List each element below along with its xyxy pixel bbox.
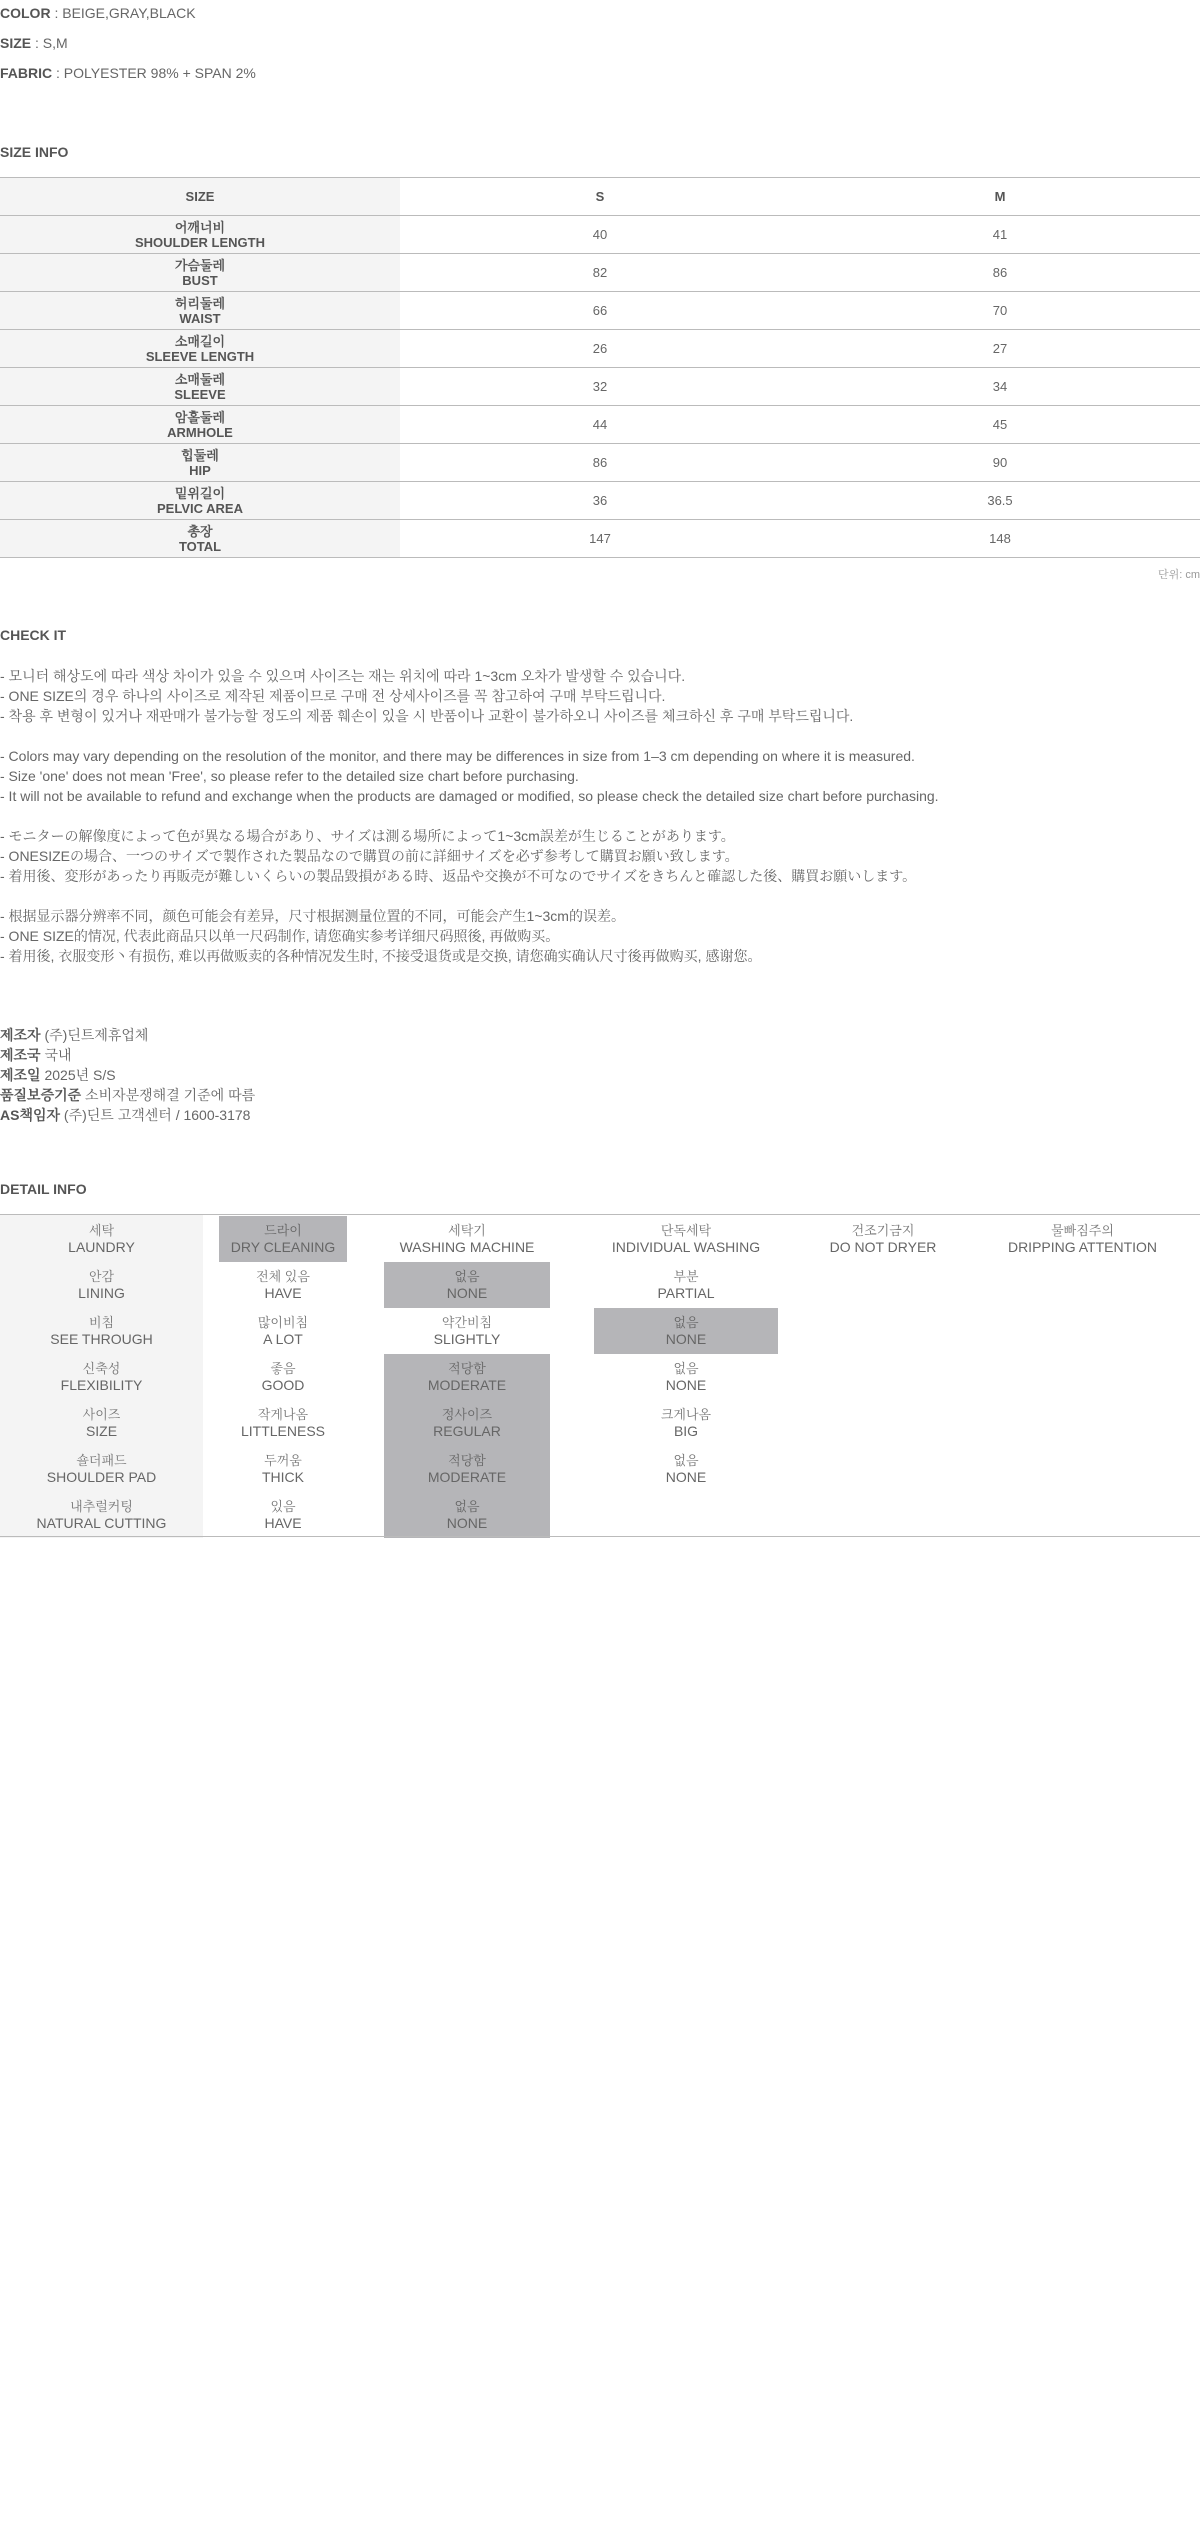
note-line: - It will not be available to refund and exchange when the products are damaged or modified, so please check the detailed size chart before purchasing. — [0, 788, 939, 804]
size-row-label-en: SLEEVE LENGTH — [145, 348, 255, 364]
detail-option-ko: 단독세탁 — [660, 1223, 712, 1238]
detail-table — [0, 1214, 1200, 2539]
detail-row-label — [0, 1262, 203, 1308]
detail-option-en: A LOT — [263, 1331, 303, 1347]
size-table-row — [0, 444, 1200, 482]
mfr-row — [0, 1105, 255, 1125]
detail-option — [203, 1354, 363, 1400]
detail-option-en: NONE — [446, 1515, 488, 1531]
detail-option — [384, 1308, 550, 1354]
mfr-value: 소비자분쟁해결 기준에 따름 — [81, 1087, 256, 1103]
size-value-s: 86 — [592, 455, 608, 470]
spec-label: COLOR — [0, 5, 51, 21]
size-value-m: 148 — [989, 531, 1011, 546]
size-row-label — [0, 482, 400, 519]
mfr-value: 2025년 S/S — [40, 1067, 116, 1083]
detail-option-ko: 좋음 — [270, 1361, 296, 1376]
detail-row-label — [0, 1354, 203, 1400]
detail-option — [594, 1400, 778, 1446]
size-row-label-en: BUST — [182, 272, 218, 288]
note-line: - 착용 후 변형이 있거나 재판매가 불가능할 정도의 제품 훼손이 있을 시 반품이나 교환이 불가하오니 사이즈를 체크하신 후 구매 부탁드립니다. — [0, 708, 854, 724]
detail-option-ko: 작게나옴 — [257, 1407, 309, 1422]
size-row-label-en: WAIST — [179, 310, 221, 326]
spec-fabric — [0, 65, 256, 81]
size-row-label-en: SLEEVE — [174, 386, 226, 402]
detail-row-label — [0, 1216, 203, 1262]
detail-option — [203, 1400, 363, 1446]
size-value-m: 34 — [992, 379, 1008, 394]
size-value-m: 27 — [992, 341, 1008, 356]
detail-option — [203, 1446, 363, 1492]
detail-option-ko: 건조기금지 — [851, 1223, 915, 1238]
mfr-value: (주)딘트 고객센터 / 1600-3178 — [60, 1107, 251, 1123]
spec-label: SIZE — [0, 35, 32, 51]
note-line: - ONE SIZE의 경우 하나의 사이즈로 제작된 제품이므로 구매 전 상세사이즈를 꼭 참고하여 구매 부탁드립니다. — [0, 688, 666, 704]
detail-option-en: THICK — [262, 1469, 304, 1485]
size-row-label-en: SHOULDER LENGTH — [135, 234, 265, 250]
size-table-row — [0, 330, 1200, 368]
size-table-row — [0, 254, 1200, 292]
mfr-label: 제조일 — [0, 1067, 41, 1083]
detail-row-label-en: SIZE — [85, 1423, 118, 1439]
detail-option — [790, 1216, 976, 1262]
detail-row-label — [0, 1308, 203, 1354]
detail-option-en: HAVE — [264, 1515, 302, 1531]
size-info-title: SIZE INFO — [0, 144, 69, 160]
detail-row-label — [0, 1446, 203, 1492]
detail-option — [203, 1492, 363, 1538]
mfr-value: 국내 — [40, 1047, 72, 1063]
size-row-label-ko: 총장 — [187, 523, 213, 539]
detail-option-ko: 두꺼움 — [264, 1453, 302, 1468]
mfr-value: (주)딘트제휴업체 — [40, 1027, 149, 1043]
detail-option — [594, 1354, 778, 1400]
size-row-label-ko: 허리둘레 — [174, 295, 226, 311]
detail-option — [594, 1216, 778, 1262]
size-row-label-en: PELVIC AREA — [157, 500, 243, 516]
detail-option-en: SLIGHTLY — [433, 1331, 501, 1347]
size-row-label-en: ARMHOLE — [167, 424, 233, 440]
note-line: - 着用後, 衣服变形丶有损伤, 难以再做贩卖的各种情况发生时, 不接受退货或是交换, 请您确实确认尺寸後再做购买, 感谢您。 — [0, 948, 762, 964]
size-table-header — [0, 178, 1200, 216]
size-value-m: 41 — [992, 227, 1008, 242]
note-line: - Size 'one' does not mean 'Free', so please refer to the detailed size chart before purchasing. — [0, 768, 579, 784]
detail-option-ko: 없음 — [454, 1269, 480, 1284]
spec-value: : BEIGE,GRAY,BLACK — [50, 5, 196, 21]
spec-color — [0, 5, 196, 21]
size-value-s: 36 — [592, 493, 608, 508]
detail-row-label-en: SHOULDER PAD — [46, 1469, 157, 1485]
detail-row-label — [0, 1400, 203, 1446]
detail-option-ko: 없음 — [454, 1499, 480, 1514]
size-value-m: 70 — [992, 303, 1008, 318]
detail-option-ko: 드라이 — [264, 1223, 302, 1238]
size-value-m: 90 — [992, 455, 1008, 470]
size-value-s: 32 — [592, 379, 608, 394]
size-row-label-ko: 밑위길이 — [174, 485, 226, 501]
size-value-s: 40 — [592, 227, 608, 242]
mfr-row — [0, 1065, 255, 1085]
size-row-label — [0, 368, 400, 405]
size-table-row — [0, 406, 1200, 444]
size-value-s: 26 — [592, 341, 608, 356]
detail-option — [384, 1262, 550, 1308]
manufacturer-info — [0, 1025, 255, 1125]
detail-option-en: GOOD — [261, 1377, 305, 1393]
size-row-label — [0, 520, 400, 557]
detail-row-label-en: SEE THROUGH — [50, 1331, 153, 1347]
mfr-row — [0, 1045, 255, 1065]
detail-row-label-en: FLEXIBILITY — [60, 1377, 143, 1393]
detail-option — [594, 1446, 778, 1492]
detail-row-label-ko: 내추럴커팅 — [70, 1499, 133, 1514]
detail-option-en: MODERATE — [427, 1377, 507, 1393]
detail-option — [985, 1216, 1180, 1262]
detail-row-label — [0, 1492, 203, 1538]
detail-option-ko: 물빠짐주의 — [1051, 1223, 1114, 1238]
detail-option — [203, 1262, 363, 1308]
detail-option — [594, 1308, 778, 1354]
size-row-label-en: TOTAL — [178, 538, 222, 554]
detail-option-en: NONE — [665, 1469, 707, 1485]
mfr-label: 품질보증기준 — [0, 1087, 82, 1103]
detail-row-label-en: NATURAL CUTTING — [36, 1515, 167, 1531]
check-it-title: CHECK IT — [0, 627, 67, 643]
unit-note: 단위: cm — [1157, 569, 1200, 581]
detail-option — [384, 1446, 550, 1492]
size-row-label-en: HIP — [189, 462, 211, 478]
size-table — [0, 177, 1200, 558]
note-line: - Colors may vary depending on the resolution of the monitor, and there may be differences in size from 1–3 cm depending on where it is measured. — [0, 748, 915, 764]
detail-option-ko: 적당함 — [448, 1453, 486, 1468]
size-table-row — [0, 368, 1200, 406]
detail-option-ko: 전체 있음 — [256, 1269, 310, 1284]
detail-row-label-ko: 세탁 — [88, 1223, 115, 1238]
detail-info-title: DETAIL INFO — [0, 1181, 87, 1197]
detail-row-label-ko: 안감 — [88, 1269, 115, 1284]
detail-option — [384, 1492, 550, 1538]
size-row-label — [0, 216, 400, 253]
detail-option — [384, 1216, 550, 1262]
detail-option-en: PARTIAL — [657, 1285, 715, 1301]
note-line: - モニターの解像度によって色が異なる場合があり、サイズは測る場所によって1~3cm誤差が生じることがあります。 — [0, 828, 735, 844]
mfr-label: 제조국 — [0, 1047, 41, 1063]
size-value-s: 82 — [592, 265, 608, 280]
size-row-label — [0, 406, 400, 443]
check-it-notes — [0, 666, 1200, 966]
size-row-label-ko: 소매길이 — [174, 333, 226, 349]
detail-option-ko: 부분 — [673, 1269, 699, 1284]
size-row-label-ko: 힙둘레 — [181, 447, 219, 463]
size-table-row — [0, 482, 1200, 520]
detail-option-en: DRY CLEANING — [230, 1239, 336, 1255]
size-table-row — [0, 216, 1200, 254]
size-value-m: 36.5 — [987, 493, 1013, 508]
mfr-row — [0, 1025, 255, 1045]
mfr-row — [0, 1085, 255, 1105]
detail-option-en: MODERATE — [427, 1469, 507, 1485]
mfr-label: 제조자 — [0, 1027, 41, 1043]
detail-option-ko: 없음 — [673, 1315, 699, 1330]
spec-label: FABRIC — [0, 65, 53, 81]
mfr-label: AS책임자 — [0, 1107, 61, 1123]
detail-option — [384, 1354, 550, 1400]
detail-option-ko: 많이비침 — [257, 1315, 309, 1330]
size-row-label-ko: 소매둘레 — [174, 371, 226, 387]
size-value-m: 86 — [992, 265, 1008, 280]
detail-row-label-ko: 신축성 — [82, 1361, 121, 1376]
detail-option-ko: 세탁기 — [448, 1223, 486, 1238]
detail-option-ko: 정사이즈 — [441, 1407, 493, 1422]
size-row-label — [0, 254, 400, 291]
size-table-row — [0, 292, 1200, 330]
detail-option-en: LITTLENESS — [240, 1423, 326, 1439]
size-row-label-ko: 암홀둘레 — [174, 409, 226, 425]
detail-option-en: NONE — [665, 1377, 707, 1393]
detail-option-en: NONE — [446, 1285, 488, 1301]
spec-value: : POLYESTER 98% + SPAN 2% — [52, 65, 256, 81]
size-value-m: 45 — [992, 417, 1008, 432]
detail-option-en: BIG — [673, 1423, 699, 1439]
size-row-label — [0, 292, 400, 329]
detail-row-label-ko: 사이즈 — [82, 1407, 121, 1422]
detail-option — [219, 1216, 347, 1262]
detail-option-en: NONE — [665, 1331, 707, 1347]
detail-option — [203, 1308, 363, 1354]
size-value-s: 44 — [592, 417, 608, 432]
size-header-m: M — [994, 189, 1006, 204]
note-line: - 根据显示器分辨率不同，颜色可能会有差异，尺寸根据测量位置的不同，可能会产生1~3cm的误差。 — [0, 908, 625, 924]
detail-option-ko: 약간비침 — [441, 1315, 493, 1330]
size-value-s: 66 — [592, 303, 608, 318]
detail-option-ko: 없음 — [673, 1361, 699, 1376]
detail-row-label-ko: 숄더패드 — [76, 1453, 127, 1468]
spec-value: : S,M — [31, 35, 68, 51]
detail-option-ko: 없음 — [673, 1453, 699, 1468]
detail-row-label-en: LAUNDRY — [68, 1239, 135, 1255]
size-row-label-ko: 가슴둘레 — [174, 257, 226, 273]
detail-option-en: INDIVIDUAL WASHING — [611, 1239, 761, 1255]
size-header-label: SIZE — [0, 178, 400, 215]
detail-option-en: HAVE — [264, 1285, 302, 1301]
size-row-label-ko: 어깨너비 — [174, 219, 226, 235]
note-line: - 모니터 해상도에 따라 색상 차이가 있을 수 있으며 사이즈는 재는 위치에 따라 1~3cm 오차가 발생할 수 있습니다. — [0, 668, 686, 684]
size-row-label — [0, 444, 400, 481]
detail-row-label-ko: 비침 — [88, 1315, 115, 1330]
detail-option-en: WASHING MACHINE — [399, 1239, 535, 1255]
note-line: - 着用後、変形があったり再販売が難しいくらいの製品毀損がある時、返品や交換が不可なのでサイズをきちんと確認した後、購買お願いします。 — [0, 868, 917, 884]
size-header-s: S — [595, 189, 605, 204]
detail-option-en: REGULAR — [433, 1423, 501, 1439]
note-line: - ONE SIZE的情况, 代表此商品只以单一尺码制作, 请您确实参考详细尺码照後, 再做购买。 — [0, 928, 560, 944]
note-line: - ONESIZEの場合、一つのサイズで製作された製品なので購買の前に詳細サイズを必ず参考して購買お願い致します。 — [0, 848, 739, 864]
detail-option-en: DRIPPING ATTENTION — [1007, 1239, 1158, 1255]
detail-option — [594, 1262, 778, 1308]
detail-row-label-en: LINING — [78, 1285, 125, 1301]
detail-option-ko: 적당함 — [448, 1361, 486, 1376]
detail-option-ko: 크게나옴 — [660, 1407, 712, 1422]
size-row-label — [0, 330, 400, 367]
size-value-s: 147 — [589, 531, 611, 546]
spec-size — [0, 35, 68, 51]
size-table-row — [0, 520, 1200, 558]
detail-option-ko: 있음 — [270, 1499, 296, 1514]
detail-option — [384, 1400, 550, 1446]
detail-option-en: DO NOT DRYER — [829, 1239, 937, 1255]
